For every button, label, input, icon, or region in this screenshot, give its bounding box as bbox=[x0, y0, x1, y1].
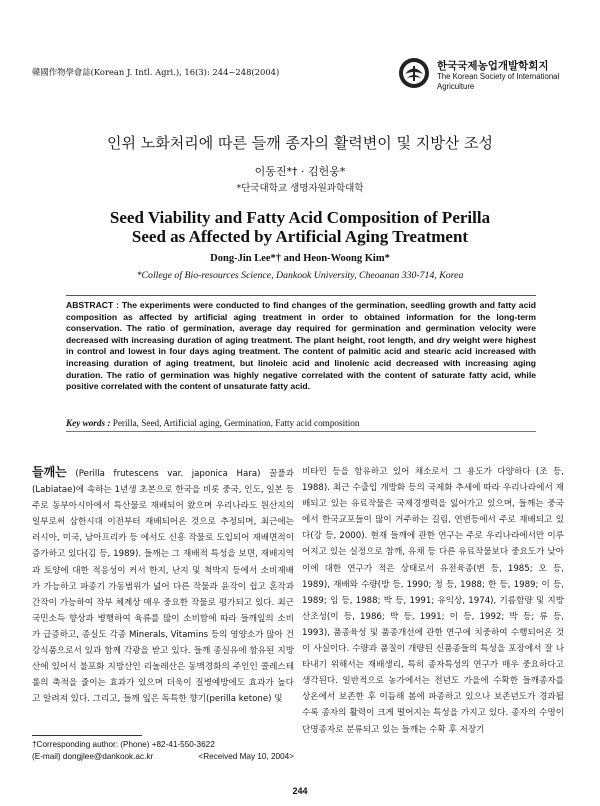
abstract bbox=[66, 300, 536, 393]
body-right-column: 비타민 등을 함유하고 있어 채소로서 그 용도가 다양하다 (조 등, 1988). 최근 수출입 개방화 등의 국제화 추세에 따라 우리나라에서 재배되고 있는 유료작물은 국제경쟁력을 잃어가고 있으며, 들깨는 중국에서 한국교포들이 많이 거주하는 길림, 연변등에서 주로 재배되고 있다(강 등, 2000). 현재 들깨에 관한 연구는 주로 우리나라에서만 이루어지고 있는 실정으로 참깨, 유채 등 다른 유료작물보다 중요도가 낮아 이에 대한 연구가 적은 상태로서 유전육종(변 등, 1985; 오 등, 1989), 재배와 수량(방 등, 1990; 정 등, 1988; 한 등, 1989; 이 등, 1989; 임 등, 1988; 박 등, 1991; 유익상, 1974), 기름함량 및 지방산조성(이 등, 1986; 박 등, 1991; 이 등, 1992; 박 등; 류 등, 1993), 품종육성 및 품종개선에 관한 연구에 치중하여 수행되어온 것이 사실이다. 수량과 품질이 개량된 신품종들의 특성을 포장에서 잘 나타내기 위해서는 재배생리, 특히 종자특성의 연구가 매우 중요하다고 생각된다. 일반적으로 농가에서는 전년도 가을에 수확한 들깨종자를 상온에서 보존한 후 이듬해 봄에 파종하고 있으나 보존년도가 경과될수록 종자의 활력이 크게 떨어지는 특성을 가지고 있다. 종자의 수명이 단명종자로 분류되고 있는 들깨는 수확 후 저장기 bbox=[302, 467, 564, 735]
received-date: <Received May 10, 2004> bbox=[198, 751, 294, 761]
abstract-text: The experiments were conducted to find changes of the germination, seedling growth and fatty acid composition as affected by artificial aging treatment in order to obtained information for the long-term conservation. The ratio of germination, average day required for germination and germination velocity were decreased with increasing duration of aging treatment. The plant height, root length, and dry weight were highest in control and lowest in four days aging treatment. The content of palmitic acid and stearic acid increased with increasing duration of aging treatment, but linoleic acid and linolenic acid decreased with increasing aging duration. The ratio of germination was highly negative correlated with the content of saturate fatty acid, while positive correlated with the content of unsaturate fatty acid. bbox=[66, 300, 536, 392]
abstract-bottom-divider bbox=[66, 431, 536, 432]
affiliation-korean: *단국대학교 생명자원과학대학 bbox=[236, 183, 364, 194]
society-name-en-line1: The Korean Society of International bbox=[437, 72, 560, 81]
keywords-label: Key words : bbox=[66, 418, 111, 428]
page-number: 244 bbox=[292, 786, 308, 796]
abstract-top-divider bbox=[66, 295, 536, 296]
journal-citation: 韓國作物學會誌(Korean J. Intl. Agri.), 16(3): 244~248(2004) bbox=[32, 67, 280, 77]
footnote-email: (E-mail) dongjlee@dankook.ac.kr bbox=[32, 751, 154, 761]
abstract-label: ABSTRACT : bbox=[66, 300, 119, 310]
society-name-ko: 한국국제농업개발학회지 bbox=[437, 60, 549, 72]
body-left-column bbox=[32, 464, 294, 707]
affiliation-english: *College of Bio-resources Science, Dankook University, Cheoanan 330-714, Korea bbox=[136, 270, 464, 281]
keywords-text: Perilla, Seed, Artificial aging, Germination, Fatty acid composition bbox=[112, 418, 360, 428]
footnote-corresponding-author: †Corresponding author: (Phone) +82-41-550-3622 bbox=[32, 740, 215, 749]
title-english-line1: Seed Viability and Fatty Acid Composition of Perilla bbox=[109, 208, 491, 227]
authors-english: Dong-Jin Lee*† and Heon-Woong Kim* bbox=[210, 253, 390, 264]
left-column-text: (Perilla frutescens var. japonica Hara) 꿀풀과(Labiatae)에 속하는 1년생 초본으로 한국을 비롯 중국, 인도, 일본 등 주로 동부아시아에서 특산물로 재배되어 왔으며 우리나라도 원산지의 일부로써 삼한시대 이전부터 재배되어온 것으로 추정되며, 최근에는 러시아, 미국, 남아프리카 등 에서도 신흥 작물로 도입되어 재배면적이 증가하고 있다(김 등, 1989). 들깨는 그 재배적 특성을 보면, 재배지역과 토양에 대한 적응성이 커서 한지, 난지 및 척박지 등에서 소비재배가 가능하고 파종기 가동범위가 넓어 다른 작물과 윤작이 쉽고 혼작과 간작이 가능하여 작부 체계상 매우 중요한 작물로 평가되고 있다. 최근 국민소득 향상과 병행하여 육류를 많이 소비함에 따라 들깨잎의 소비가 급증하고, 종실도 각종 Minerals, Vitamins 등의 영양소가 많아 건강식품으로서 있과 함께 각광을 받고 있다. 들깨 종실유에 함유된 지방산에 있어서 불포화 지방산인 리놀레산은 동맥경화의 주인인 콜레스테롤의 축적을 줄이는 효과가 있으며 더욱이 질병예방에도 효과가 높다고 알려져 있다. 그리고, 들깨 잎은 독특한 향기(perilla ketone) 및 bbox=[32, 469, 294, 705]
keywords bbox=[66, 418, 536, 428]
title-korean: 인위 노화처리에 따른 들깨 종자의 활력변이 및 지방산 조성 bbox=[107, 134, 493, 152]
authors-korean: 이동진*† · 김헌웅* bbox=[254, 165, 346, 178]
society-logo-icon bbox=[398, 57, 430, 89]
lead-word: 들깨는 bbox=[32, 465, 67, 479]
footnote-divider bbox=[32, 735, 142, 736]
footnote bbox=[32, 739, 294, 763]
society-name-en-line2: Agriculture bbox=[437, 82, 475, 91]
title-english-line2: Seed as Affected by Artificial Aging Treatment bbox=[131, 227, 469, 246]
